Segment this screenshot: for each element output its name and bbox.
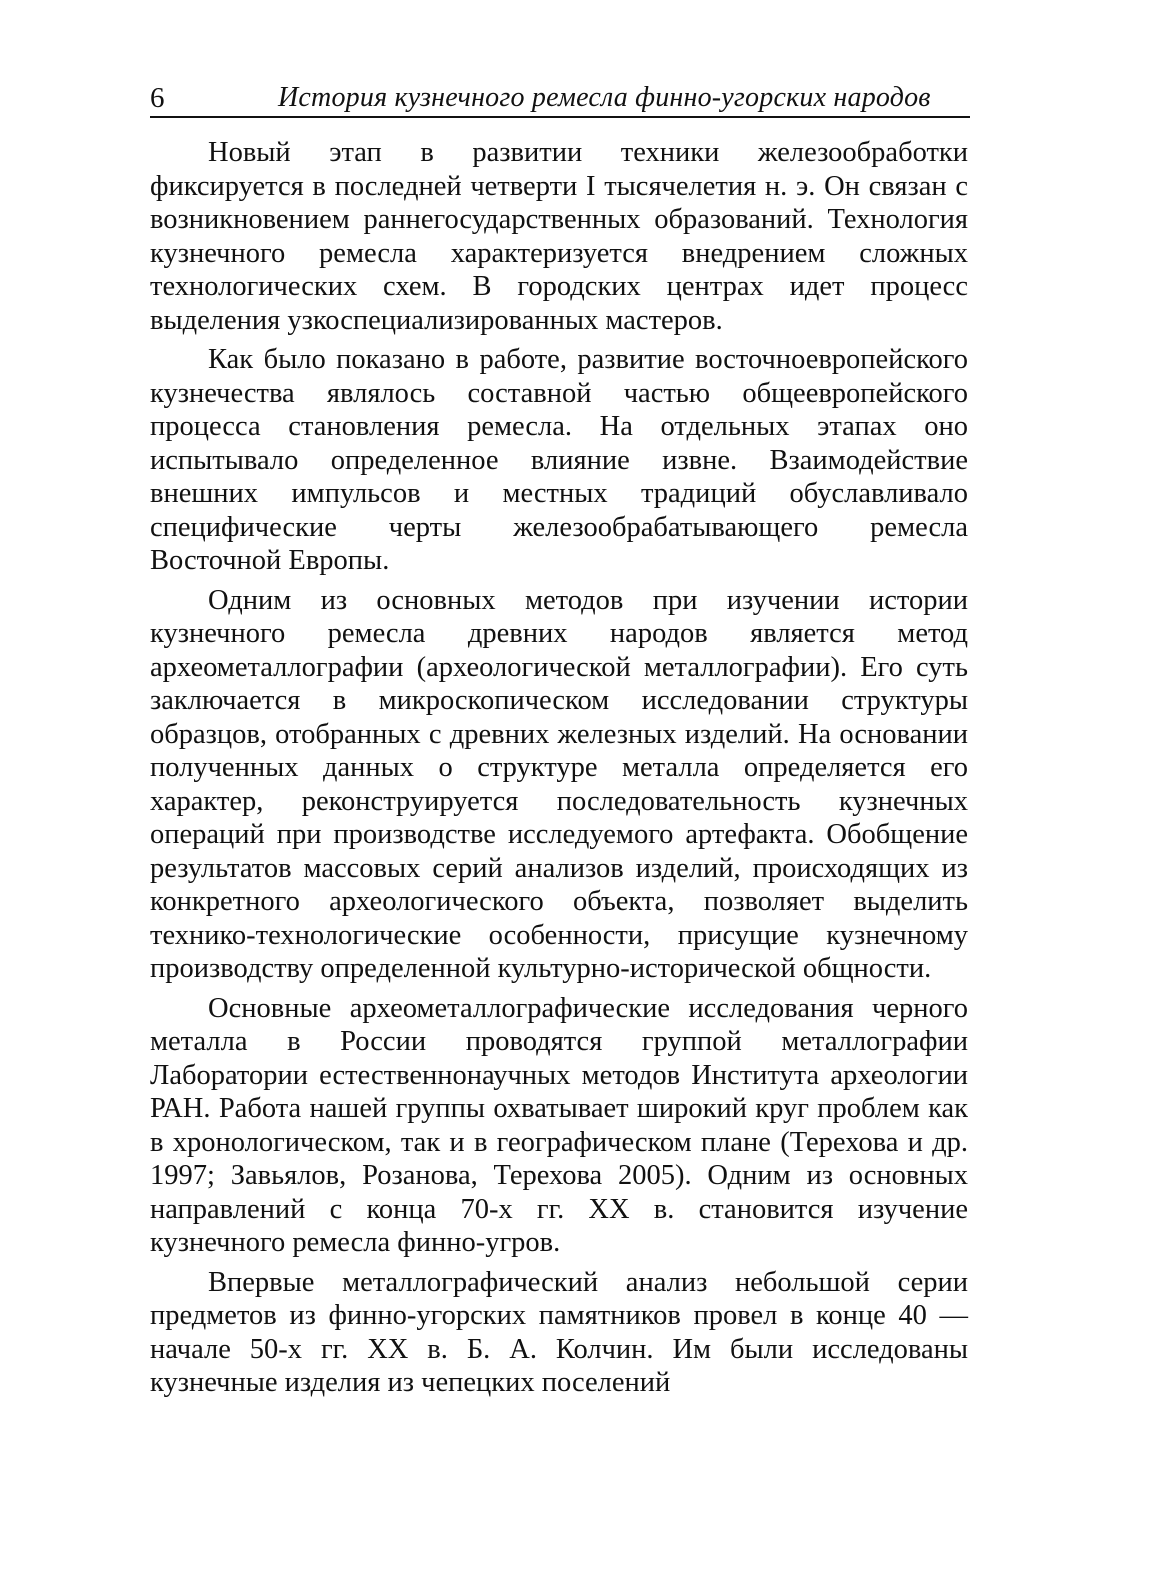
paragraph-1: Новый этап в развитии техники железообработки фиксируется в последней четверти I тысячелетия н. э. Он связан с возникновением раннегосударственных образований. Технология кузнечного ремесла характеризуется внедрением сложных технологических схем. В городских центрах идет процесс выделения узкоспециализированных мастеров. <box>150 137 968 336</box>
paragraph-4: Основные археометаллографические исследования черного металла в России проводятся группой металлографии Лаборатории естественнонаучных методов Института археологии РАН. Работа нашей группы охватывает широкий круг проблем как в хронологическом, так и в географическом плане (Терехова и др. 1997; Завьялов, Розанова, Терехова 2005). Одним из основных направлений с конца 70-х гг. XX в. становится изучение кузнечного ремесла финно-угров. <box>150 992 968 1258</box>
running-title: История кузнечного ремесла финно-угорских народов <box>278 82 931 113</box>
page-number: 6 <box>150 82 165 114</box>
paragraph-2: Как было показано в работе, развитие восточноевропейского кузнечества являлось составной частью общеевропейского процесса становления ремесла. На отдельных этапах оно испытывало определенное влияние извне. Взаимодействие внешних импульсов и местных традиций обуславливало специфические черты железообрабатывающего ремесла Восточной Европы. <box>150 344 968 576</box>
paragraph-5: Впервые металлографический анализ небольшой серии предметов из финно-угорских памятников провел в конце 40 — начале 50-х гг. XX в. Б. А. Колчин. Им были исследованы кузнечные изделия из чепецких поселений <box>150 1266 968 1398</box>
paragraph-3: Одним из основных методов при изучении истории кузнечного ремесла древних народов является метод археометаллографии (археологической металлографии). Его суть заключается в микроскопическом исследовании структуры образцов, отобранных с древних железных изделий. На основании полученных данных о структуре металла определяется его характер, реконструируется последовательность кузнечных операций при производстве исследуемого артефакта. Обобщение результатов массовых серий анализов изделий, происходящих из конкретного археологического объекта, позволяет выделить технико-технологические особенности, присущие кузнечному производству определенной культурно-исторической общности. <box>150 584 968 984</box>
body-text <box>150 136 968 1400</box>
running-head <box>150 82 970 118</box>
